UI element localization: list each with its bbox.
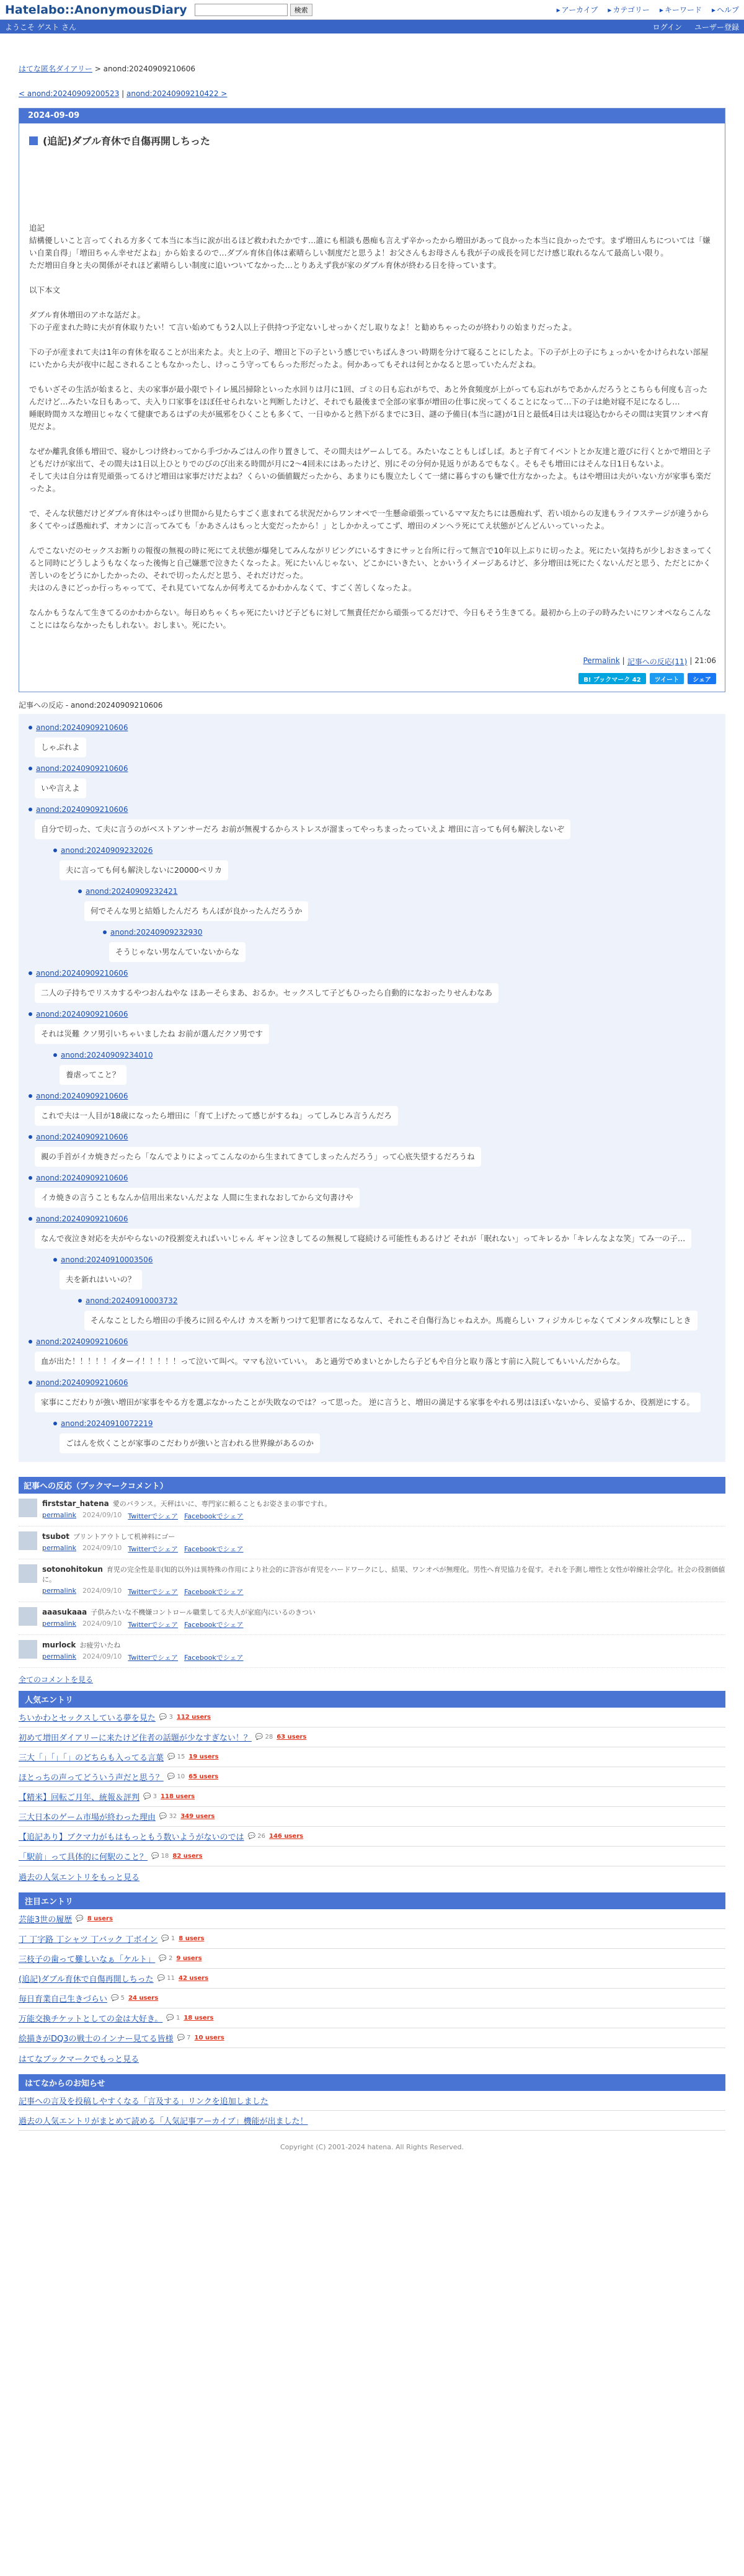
ranking-item: [19, 1949, 725, 1969]
top-bar: [0, 0, 744, 20]
reaction-link[interactable]: anond:20240909210606: [36, 1337, 128, 1346]
ranking-title-link[interactable]: 三大日本のゲーム市場が終わった理由: [19, 1813, 156, 1822]
breadcrumb: [19, 63, 725, 74]
reaction-text: 夫を新れはいいの？: [60, 1270, 142, 1290]
reaction-text: いや言えよ: [35, 778, 86, 798]
users-count[interactable]: 24 users: [128, 1995, 159, 2002]
users-count[interactable]: 19 users: [188, 1754, 219, 1760]
ranking-title-link[interactable]: 三大「」「」「」のどちらも入ってる言葉: [19, 1754, 164, 1763]
comment-count-value: 15: [177, 1754, 185, 1760]
avatar: [19, 1607, 37, 1626]
bookmark-text: お疲労いたね: [79, 1641, 121, 1649]
facebook-share-link[interactable]: Facebookでシェア: [184, 1588, 244, 1596]
entry-paragraph: 以下本文: [29, 285, 61, 295]
comment-count-value: 5: [120, 1995, 125, 2002]
login-link[interactable]: ログイン: [652, 22, 682, 32]
reaction-text: しゃぶれよ: [35, 738, 86, 757]
bookmark-permalink[interactable]: permalink: [42, 1587, 76, 1595]
comment-count: 💬 7: [177, 2035, 191, 2041]
ranking-item: [19, 1807, 725, 1827]
entry-paragraph: 追記: [29, 223, 45, 233]
reactions-label: 記事への反応 - anond:20240909210606: [19, 701, 163, 710]
site-logo[interactable]: Hatelabo::AnonymousDiary: [5, 2, 187, 17]
reaction-head: [29, 967, 715, 979]
bookmark-links: [42, 1511, 331, 1521]
reaction-link[interactable]: anond:20240909210606: [36, 1378, 128, 1387]
avatar: [19, 1640, 37, 1659]
ranking-title-link[interactable]: ほとっちの声ってどういう声だと思う？: [19, 1773, 164, 1783]
search-form: [195, 4, 312, 16]
ranking-item: [19, 1969, 725, 1989]
title-square-icon: [29, 136, 38, 145]
bullet-icon: [103, 930, 107, 934]
comment-count-value: 10: [177, 1773, 185, 1780]
greeting: ようこそ ゲスト さん: [5, 22, 77, 32]
bullet-icon: [29, 808, 32, 811]
comment-count: 💬 26: [247, 1833, 265, 1840]
popular-more-link[interactable]: 過去の人気エントリをもっと見る: [19, 1873, 140, 1883]
ranking-title-link[interactable]: 【精米】回転ご月年、統報＆評判: [19, 1793, 140, 1803]
reaction-link[interactable]: anond:20240909210606: [36, 1092, 128, 1100]
comment-count: 💬 3: [159, 1714, 173, 1721]
entry-body: [19, 222, 725, 631]
reaction-node: [53, 1049, 715, 1090]
entry-title: [19, 123, 725, 148]
nav-archive[interactable]: ▸ アーカイブ: [557, 4, 598, 15]
bookmark-comments-list: [19, 1494, 725, 1668]
ranking-title-link[interactable]: 万能交換チケットとしての金は大好き。: [19, 2015, 163, 2024]
reaction-link[interactable]: anond:20240909210606: [36, 1133, 128, 1141]
comment-count: 💬 32: [159, 1813, 177, 1820]
ranking-item: [19, 1708, 725, 1727]
reaction-head: [29, 1213, 715, 1225]
comment-count: 💬 1: [161, 1935, 175, 1942]
bookmark-content: [42, 1640, 244, 1662]
reaction-head: [29, 721, 715, 734]
bullet-icon: [53, 1258, 57, 1262]
info-header: はてなからのお知らせ: [19, 2074, 725, 2091]
reaction-head: [53, 844, 715, 857]
avatar: [19, 1531, 37, 1550]
entry-paragraph: ダブル育休増田のアホな話だよ。: [29, 310, 146, 319]
entry-paragraph: 下の子が産まれて夫は1年の育休を取ることが出来たよ。夫と上の子、増田と下の子という感じでいちばんきつい時期を分けて寝ることにしたよ。下の子が上の子にちょっかいをかけられない部屋にいたから夫が夜中に起こされることもなかったし、けっこう守ってもらった形だったよ。何かあってもそれは何とかなると思っていたんだよね。: [29, 347, 709, 369]
reaction-node: [29, 721, 715, 762]
bookmark-content: [42, 1531, 244, 1554]
reaction-link[interactable]: anond:20240910072219: [61, 1419, 153, 1428]
entry-footer: [19, 656, 725, 667]
bookmark-top: [42, 1531, 244, 1541]
users-count[interactable]: 112 users: [176, 1714, 211, 1721]
entry-nav: [19, 89, 725, 98]
bullet-icon: [29, 1217, 32, 1221]
users-count[interactable]: 63 users: [277, 1734, 307, 1740]
breadcrumb-home[interactable]: はてな匿名ダイアリー: [19, 65, 92, 73]
entry-date: 2024-09-09: [19, 109, 725, 123]
reaction-text: 自分で切った、て夫に言うのがベストアンサーだろ お前が無視するからストレスが溜まってやっちまったっていえよ 増田に言っても何も解決しないぞ: [35, 819, 570, 839]
ranking-title-link[interactable]: 毎日育業自己生きづらい: [19, 1995, 108, 2004]
bookmark-user[interactable]: tsubot: [42, 1532, 69, 1541]
ranking-title-link[interactable]: 【追記あり】ブクマ力がもはもっともう数いようがないのでは: [19, 1833, 244, 1842]
comment-count: 💬 10: [167, 1773, 185, 1780]
info-item: [19, 2091, 725, 2111]
info-link[interactable]: 過去の人気エントリがまとめて読める「人気記事アーカイブ」機能が出ました！: [19, 2117, 308, 2126]
bullet-icon: [29, 971, 32, 975]
bookmark-links: [42, 1544, 244, 1554]
comment-count-value: 11: [167, 1975, 175, 1982]
reaction-text: 何でそんな男と結婚したんだろ ちんぽが良かったんだろうか: [84, 901, 308, 921]
reaction-text: 養虐ってこと？: [60, 1065, 126, 1085]
entry-foot-sep: |: [622, 656, 625, 665]
bookmark-user[interactable]: murlock: [42, 1641, 76, 1649]
bookmark-comment: [19, 1526, 725, 1559]
tweet-button[interactable]: ツイート: [650, 673, 684, 684]
comment-count-value: 3: [153, 1793, 157, 1800]
bullet-icon: [53, 849, 57, 852]
bullet-icon: [29, 767, 32, 770]
bookmark-date: 2024/09/10: [82, 1652, 122, 1660]
reaction-node: [29, 1008, 715, 1049]
all-comments-link-wrap: [19, 1674, 725, 1685]
entry-paragraph: そして夫は自分は育児頑張ってるけど増田は家事だけだよね？くらいの価値観だったから、あまりにも腹立たしくて一緒に暮らすのも嫌で仕方なかったよ。もはや増田は夫がいない方が家事も楽だったよ。: [29, 471, 712, 493]
entry-paragraph: 下の子産まれた時に夫が育休取りたい！て言い始めてもう2人以上子供持つ予定ないしせっかくだし取りなよ！と勧めちゃったのが終わりの始まりだったよ。: [29, 323, 577, 332]
comment-count: 💬 11: [157, 1975, 175, 1982]
bookmark-user[interactable]: firststar_hatena: [42, 1499, 109, 1508]
reaction-head: [29, 803, 715, 816]
bookmark-permalink[interactable]: permalink: [42, 1652, 76, 1660]
twitter-share-link[interactable]: Twitterでシェア: [128, 1621, 179, 1629]
users-count[interactable]: 146 users: [269, 1833, 304, 1840]
reaction-text: 夫に言っても何も解決しないに20000ペリカ: [60, 860, 228, 880]
users-count[interactable]: 8 users: [87, 1915, 113, 1922]
bookmark-user[interactable]: sotonohitokun: [42, 1565, 103, 1574]
prev-entry-link[interactable]: < anond:20240909200523: [19, 89, 120, 98]
reaction-text: 家事にこだわりが強い増田が家事をやる方を選ぶなかったことが失敗なのでは？って思った。 逆に言うと、増田の満足する家事をやれる男はほぼいないから、妥協するか、役割逆にする。: [35, 1393, 701, 1412]
reaction-head: [29, 1335, 715, 1348]
facebook-share-link[interactable]: Facebookでシェア: [184, 1512, 244, 1520]
bullet-icon: [29, 1340, 32, 1344]
ranking-item: [19, 1989, 725, 2008]
register-link[interactable]: ユーザー登録: [694, 22, 739, 32]
reaction-head: [29, 762, 715, 775]
reaction-head: [53, 1417, 715, 1430]
comment-count: 💬 2: [159, 1955, 173, 1962]
reaction-link[interactable]: anond:20240909234010: [61, 1051, 153, 1059]
comment-count: 💬 5: [111, 1995, 125, 2002]
next-entry-link[interactable]: anond:20240909210422 >: [126, 89, 228, 98]
popular-header: 人気エントリ: [19, 1691, 725, 1708]
reaction-link[interactable]: anond:20240909210606: [36, 1010, 128, 1018]
bullet-icon: [53, 1053, 57, 1057]
search-button[interactable]: 検索: [290, 4, 312, 16]
entry-paragraph: なぜか離乳食係も増田で、寝かしつけ終わってから手づかみごはんの作り置きして、その間夫はゲームしてる。みたいなこともしばしば。あと子育てイベントとか友達と遊びに行くとかで増田と子どもだけが家出て、その間夫は1日以上ひとりでのびのび出来る時間が月に2〜4回未にはあったけど、別にその分何か見返りがあるでもなく。そもそも増田にはそんな日1日もないよ。: [29, 447, 711, 468]
avatar: [19, 1499, 37, 1517]
reaction-head: [78, 885, 715, 898]
bookmark-top: [42, 1564, 725, 1584]
bookmark-permalink[interactable]: permalink: [42, 1620, 76, 1628]
comment-count: 💬 15: [167, 1754, 185, 1760]
users-count[interactable]: 10 users: [194, 2035, 224, 2041]
bullet-icon: [29, 1381, 32, 1384]
user-bar: [0, 20, 744, 33]
comment-count: 💬 3: [143, 1793, 157, 1800]
reaction-head: [78, 1295, 715, 1307]
reaction-node: [78, 1295, 715, 1335]
reactions-link[interactable]: 記事への反応(11): [627, 657, 688, 666]
ranking-item: [19, 1909, 725, 1929]
entry-paragraph: でもいざその生活が始まると、夫の家事が最小限でトイレ風呂掃除といった水回りは月に1回、ゴミの日も忘れがちで、あと外食頻度が上がっても忘れがちであかんだろうとこちらも何度も言ったんだけど…みたいな日もあって、夫入り口家事をほぼ任せられないと判断したけど、それでも最後まで全部の家事が増田の仕事に戻ってくることになって…下の子は絶対寝不足になるし…: [29, 385, 708, 406]
top-nav: [557, 4, 739, 15]
reaction-node: [29, 762, 715, 803]
bullet-icon: [29, 1012, 32, 1016]
bookmark-permalink[interactable]: permalink: [42, 1544, 76, 1552]
entry-foot-sep-2: |: [689, 656, 693, 665]
hatena-bookmark-button[interactable]: B! ブックマーク 42: [578, 673, 645, 684]
popular-list: [19, 1708, 725, 1866]
comment-count: 💬 18: [151, 1853, 169, 1860]
bookmark-links: [42, 1587, 725, 1597]
reaction-head: [103, 926, 715, 938]
facebook-share-button[interactable]: シェア: [688, 673, 716, 684]
reaction-head: [53, 1049, 715, 1061]
ranking-title-link[interactable]: 芸能3世の履歴: [19, 1915, 73, 1925]
twitter-share-link[interactable]: Twitterでシェア: [128, 1545, 179, 1553]
entry-paragraph: 夫はのんきにどっか行っちゃってて、それ見ていてなんか何考えてるかわかんなくて、すごく苦しくなったよ。: [29, 583, 417, 592]
bookmark-text: プリントアウトして机神料にゴー: [73, 1533, 175, 1541]
entry-paragraph: 睡眠時間カスな増田じゃなくて健康であるはずの夫が風邪をひくことも多くて、一日ゆかると熱下がるまでに3日、謎の予備日(本当に謎)が1日と最低4日は夫は寝込むからその間は実質ワンオペ育児だよ。: [29, 409, 709, 431]
users-count[interactable]: 82 users: [172, 1853, 203, 1860]
featured-list: [19, 1909, 725, 2048]
comment-count: 💬 28: [255, 1734, 273, 1740]
bookmark-comment: [19, 1602, 725, 1635]
reaction-text: そんなことしたら増田の手後ろに回るやんけ カスを断りつけて犯罪者になるなんて、それこそ自傷行為じゃねえか。馬鹿らしい フィジカルじゃなくてメンタル攻撃にしとき: [84, 1311, 698, 1330]
bookmark-top: [42, 1607, 316, 1617]
users-count[interactable]: 42 users: [179, 1975, 209, 1982]
reaction-node: [29, 1172, 715, 1213]
ranking-title-link[interactable]: 丁 丁字路 丁シャツ 丁バック 丁ボイン: [19, 1935, 158, 1945]
reaction-text: これで夫は一人目が18歳になったら増田に「育て上げたって感じがするね」ってしみじみ言うんだろ: [35, 1106, 398, 1126]
entry-paragraph: なんかもうなんて生きてるのかわからない。毎日めちゃくちゃ死にたいけど子どもに対して無責任だから頑張ってるだけで、今日もそう生きてる。最初から上の子の時みたいにワンオペならこんなことにはならなかったもしれない。おしまい。死にたい。: [29, 608, 711, 630]
users-count[interactable]: 118 users: [161, 1793, 195, 1800]
reaction-tree: [19, 714, 725, 1462]
bullet-icon: [29, 1094, 32, 1098]
bookmark-comment: [19, 1494, 725, 1526]
bullet-icon: [29, 1176, 32, 1180]
bullet-icon: [78, 1299, 82, 1303]
entry-paragraph: ただ増田自身と夫の関係がそれほど素晴らしい制度に追いついてなかった…とりあえず我が家のダブル育休が終わる日を待っています。: [29, 261, 502, 270]
reaction-link[interactable]: anond:20240909210606: [36, 1214, 128, 1223]
reaction-link[interactable]: anond:20240910003506: [61, 1255, 153, 1264]
twitter-share-link[interactable]: Twitterでシェア: [128, 1588, 179, 1596]
ranking-title-link[interactable]: 絵描きがDQ3の戦士のインナー見てる皆様: [19, 2035, 174, 2044]
bookmark-date: 2024/09/10: [82, 1544, 122, 1552]
nav-help[interactable]: ▸ ヘルプ: [712, 4, 739, 15]
reaction-node: [103, 926, 715, 967]
popular-more-wrap: [19, 1866, 725, 1886]
featured-more-link[interactable]: はてなブックマークでもっと見る: [19, 2054, 140, 2064]
bookmark-content: [42, 1607, 316, 1629]
users-count[interactable]: 349 users: [180, 1813, 215, 1820]
bullet-icon: [29, 1135, 32, 1139]
reaction-head: [29, 1008, 715, 1020]
ranking-item: [19, 1929, 725, 1949]
bookmark-content: [42, 1499, 331, 1521]
ranking-title-link[interactable]: ちいかわとセックスしている夢を見た: [19, 1714, 156, 1723]
reaction-node: [53, 1254, 715, 1295]
reaction-head: [53, 1254, 715, 1266]
info-link[interactable]: 記事への言及を投稿しやすくなる「言及する」リンクを追加しました: [19, 2097, 268, 2106]
bookmark-comment: [19, 1635, 725, 1668]
ranking-item: [19, 1847, 725, 1866]
footer: Copyright (C) 2001-2024 hatena. All Rights Reserved.: [280, 2143, 464, 2151]
reaction-text: ごはんを炊くことが家事のこだわりが強いと言われる世界線があるのか: [60, 1433, 320, 1453]
reaction-text: 血が出た！！！！！イターイ！！！！！って泣いて叫べ。ママも泣いていい。 あと過労でめまいとかしたら子どもや自分と取り落とす前に入院してもいいんだからな。: [35, 1352, 631, 1371]
reaction-link[interactable]: anond:20240909210606: [36, 805, 128, 814]
bookmark-comment: [19, 1559, 725, 1602]
reaction-text: イカ焼きの言うこともなんか信用出来ないんだよな 人間に生まれなおしてから文句書けや: [35, 1188, 360, 1208]
permalink-link[interactable]: Permalink: [583, 656, 620, 665]
ranking-title-link[interactable]: 三枝子の歯って難しいなぁ「ケルト」: [19, 1955, 156, 1964]
bookmark-text: 子供みたいな不機嫌コントロール職業してる夫人が家庭内にいるのきつい: [91, 1608, 316, 1616]
entry-paragraph: で、そんな状態だけどダブル育休はやっぱり世間から見たらすごく恵まれてる状況だからワンオペで一生懸命頑張っているママ友たちには愚痴れず、若い頃からの友達もライフステージが違うから多くてやっぱ愚痴れず、オカンに言ってみても「かあさんはもっと大変だったから！」としかかえってこず、増田のメンヘラ死にてえ状態がどんどんいっていったよ。: [29, 509, 709, 530]
reaction-head: [29, 1376, 715, 1389]
ranking-item: [19, 1767, 725, 1787]
breadcrumb-current: anond:20240909210606: [103, 65, 196, 73]
comment-count-value: 1: [175, 2015, 180, 2021]
reaction-text: なんで夜泣き対応を夫がやらないの?役割変えればいいじゃん ギャン泣きしてるの無視して寝続ける可能性もあるけど それが「眠れない」ってキレるか「キレんなよな笑」てみ一の子…: [35, 1229, 691, 1249]
comment-count-value: 2: [169, 1955, 173, 1962]
bookmark-comments-header: 記事への反応（ブックマークコメント）: [19, 1477, 725, 1494]
users-count[interactable]: 18 users: [184, 2015, 214, 2021]
comment-count: 💬: [76, 1915, 84, 1922]
users-count[interactable]: 65 users: [188, 1773, 219, 1780]
reaction-head: [29, 1131, 715, 1143]
facebook-share-link[interactable]: Facebookでシェア: [184, 1545, 244, 1553]
reaction-node: [78, 885, 715, 926]
bookmark-content: [42, 1564, 725, 1597]
ranking-item: [19, 1787, 725, 1807]
bullet-icon: [29, 726, 32, 729]
ranking-title-link[interactable]: 「駅前」って具体的に何駅のこと？: [19, 1853, 148, 1862]
entry-paragraph: 結構優しいこと言ってくれる方多くて本当に本当に涙が出るほど救われたかです…誰にも相談も愚痴も言えず辛かったから増田があって良かった本当に良かったです。まず増田んちについては「嫌い自業自得」「増田ちゃん幸せだよね」から始まるので…ダブル育休自体は素晴らしい制度だと思うよ！お父さんもお母さんも我が子の成長を同じだけ感じ取れるなんて最高しい限り。: [29, 236, 711, 257]
reaction-node: [29, 967, 715, 1008]
entry: [19, 108, 725, 692]
entry-time: 21:06: [694, 656, 716, 665]
bullet-icon: [78, 889, 82, 893]
entry-nav-sep: |: [119, 89, 126, 98]
reaction-head: [29, 1172, 715, 1184]
info-list: [19, 2091, 725, 2131]
comment-count-value: 26: [257, 1833, 265, 1840]
reaction-text: そうじゃない男なんていないからな: [109, 942, 246, 962]
featured-header: 注目エントリ: [19, 1892, 725, 1909]
reaction-node: [29, 1090, 715, 1131]
reaction-node: [29, 1213, 715, 1254]
reaction-link[interactable]: anond:20240909210606: [36, 764, 128, 773]
comment-count-value: 7: [187, 2035, 191, 2041]
bookmark-text: 育児の完全性是非(知的以外)は異特殊の作用により社会的に許容が育児をハードワークにし、結果、ワンオペが無理化。男性へ育児協力を促す。それを予測し増性と女性が幹線社会学化。社会の役割価値に。: [42, 1566, 725, 1584]
ranking-title-link[interactable]: (追記)ダブル育休で自傷再開しちった: [19, 1975, 154, 1984]
reaction-link[interactable]: anond:20240909232421: [86, 887, 178, 896]
bookmark-date: 2024/09/10: [82, 1511, 122, 1519]
bookmark-links: [42, 1652, 244, 1662]
reaction-node: [53, 1417, 715, 1458]
reaction-link[interactable]: anond:20240909232930: [110, 928, 203, 937]
bookmark-top: [42, 1640, 244, 1650]
reaction-node: [29, 1131, 715, 1172]
reaction-node: [29, 1376, 715, 1417]
reaction-link[interactable]: anond:20240909210606: [36, 723, 128, 732]
bookmark-date: 2024/09/10: [82, 1620, 122, 1628]
comment-count-value: 32: [169, 1813, 177, 1820]
users-count[interactable]: 8 users: [179, 1935, 205, 1942]
ranking-item: [19, 2028, 725, 2048]
search-input[interactable]: [195, 4, 288, 16]
social-buttons: [19, 667, 725, 692]
entry-title-text: (追記)ダブル育休で自傷再開しちった: [43, 135, 210, 147]
bookmark-user[interactable]: aaasukaaa: [42, 1608, 87, 1616]
bookmark-permalink[interactable]: permalink: [42, 1511, 76, 1519]
reaction-text: 親の手首がイカ焼きだったら「なんでよりによってこんなのから生まれてきてしまったんだろう」って心底失望するだろうね: [35, 1147, 481, 1167]
reaction-text: 二人の子持ちでリスカするやつおんねやな ほあーそらまあ、おるか。セックスして子どもひったら自動的になおったりせんわなあ: [35, 983, 498, 1003]
bullet-icon: [53, 1422, 57, 1425]
bookmark-date: 2024/09/10: [82, 1587, 122, 1595]
comment-count-value: 1: [170, 1935, 175, 1942]
main-container: [19, 63, 725, 2151]
reaction-link[interactable]: anond:20240909210606: [36, 1174, 128, 1182]
all-comments-link[interactable]: 全てのコメントを見る: [19, 1675, 94, 1684]
reaction-node: [29, 803, 715, 844]
bookmark-top: [42, 1499, 331, 1509]
twitter-share-link[interactable]: Twitterでシェア: [128, 1512, 179, 1520]
avatar: [19, 1564, 37, 1583]
featured-more-wrap: [19, 2048, 725, 2068]
entry-paragraph: んでこないだのセックスお断りの報復の無視の時に死にてえ状態が爆発してみんながリビングにいるすきにサッと台所に行って無言で10年以上ぶりに切ったよ。死にたい気持ちが少しおさまってくると同時にどうしようもなくなった後悔と自己嫌悪で泣きたくなったよ。死にたいんじゃない、どこかにいきたい、とかいうイメージあるけど、多分増田は死にたくないんだと思う、ただとにかく苦しいのをどうにかしたかったの、それで切ったんだと思う、それだけだった。: [29, 546, 713, 580]
bookmark-text: 愛のバランス。天秤はいに、専門家に頼ることもお姿さまの事ですれ。: [112, 1500, 332, 1508]
breadcrumb-sep: >: [92, 65, 104, 73]
facebook-share-link[interactable]: Facebookでシェア: [184, 1654, 244, 1662]
reaction-text: それは災難 クソ男引いちゃいましたね お前が選んだクソ男です: [35, 1024, 269, 1044]
bookmark-links: [42, 1620, 316, 1629]
comment-count-value: 28: [265, 1734, 273, 1740]
info-item: [19, 2111, 725, 2131]
twitter-share-link[interactable]: Twitterでシェア: [128, 1654, 179, 1662]
reaction-link[interactable]: anond:20240910003732: [86, 1296, 178, 1305]
comment-count: 💬 1: [166, 2015, 180, 2021]
reaction-head: [29, 1090, 715, 1102]
comment-count-value: 18: [161, 1853, 169, 1860]
ranking-item: [19, 1827, 725, 1847]
reaction-node: [29, 1335, 715, 1376]
facebook-share-link[interactable]: Facebookでシェア: [184, 1621, 244, 1629]
nav-keyword[interactable]: ▸ キーワード: [660, 4, 702, 15]
ranking-item: [19, 1747, 725, 1767]
ranking-item: [19, 1727, 725, 1747]
nav-category[interactable]: ▸ カテゴリー: [608, 4, 650, 15]
ranking-item: [19, 2008, 725, 2028]
comment-count-value: 3: [169, 1714, 173, 1721]
reaction-link[interactable]: anond:20240909232026: [61, 846, 153, 855]
users-count[interactable]: 9 users: [176, 1955, 202, 1962]
reaction-node: [53, 844, 715, 885]
reaction-link[interactable]: anond:20240909210606: [36, 969, 128, 978]
ranking-title-link[interactable]: 初めて増田ダイアリーに来たけど住者の話題が少なすぎない！？: [19, 1734, 252, 1743]
